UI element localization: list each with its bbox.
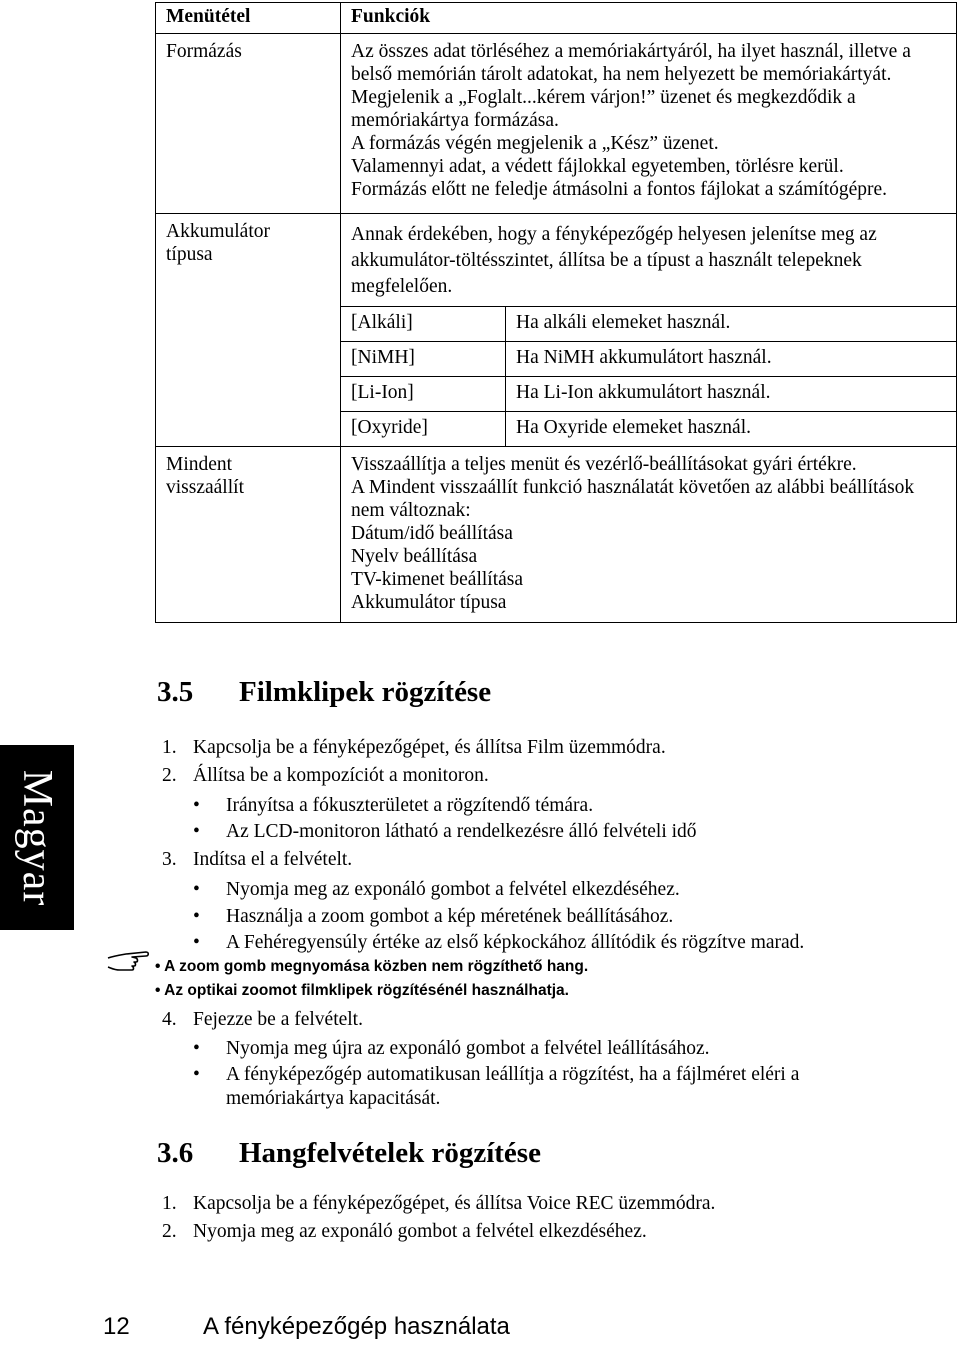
desc-line: Nyelv beállítása xyxy=(351,546,478,567)
header-menu-item: Menütétel xyxy=(156,3,341,34)
bullet-icon: • xyxy=(155,958,161,975)
hand-pointing-icon xyxy=(106,946,152,976)
step-2 xyxy=(162,1220,647,1244)
bullet-item xyxy=(193,1063,913,1111)
option-key: [Oxyride] xyxy=(341,412,506,447)
step-number: 1. xyxy=(162,737,177,758)
step-text: Kapcsolja be a fényképezőgépet, és állítsa Voice REC üzemmódra. xyxy=(193,1193,716,1214)
bullet-text: A Fehéregyensúly értéke az első képkockához állítódik és rögzítve marad. xyxy=(226,932,805,953)
desc-format xyxy=(341,34,957,214)
option-key: [Alkáli] xyxy=(341,307,506,342)
bullet-text: Használja a zoom gombot a kép méretének beállításához. xyxy=(226,906,674,927)
bullet-item xyxy=(193,794,593,818)
section-number: 3.5 xyxy=(157,676,194,708)
option-row xyxy=(341,342,956,377)
table-row-format xyxy=(156,34,957,214)
bullet-icon: • xyxy=(193,821,200,842)
desc-battery-type xyxy=(341,214,957,447)
language-tab-label: Magyar xyxy=(14,769,60,906)
bullet-text: Nyomja meg újra az exponáló gombot a felvétel leállításához. xyxy=(226,1038,710,1059)
section-title: Hangfelvételek rögzítése xyxy=(239,1137,541,1169)
step-text: Indítsa el a felvételt. xyxy=(193,849,353,870)
bullet-text: Irányítsa a fókuszterületet a rögzítendő témára. xyxy=(226,795,594,816)
desc-line: Az összes adat törléséhez a memóriakártyáról, ha ilyet használ, illetve a belső memórián tárolt adatokat, ha nem helyezett be memóriakártyát. xyxy=(351,41,911,85)
page-number: 12 xyxy=(103,1313,130,1340)
desc-line: Akkumulátor típusa xyxy=(351,592,507,613)
bullet-icon: • xyxy=(193,906,200,927)
option-key: [Li-Ion] xyxy=(341,377,506,412)
table-header-row xyxy=(156,3,957,34)
item-format: Formázás xyxy=(156,34,341,214)
item-line: visszaállít xyxy=(166,477,244,498)
option-desc: Ha NiMH akkumulátort használ. xyxy=(506,342,957,377)
option-row xyxy=(341,307,956,342)
section-heading-3-5 xyxy=(157,676,491,709)
table-row-reset xyxy=(156,447,957,623)
desc-line: Annak érdekében, hogy a fényképezőgép helyesen jelenítse meg az akkumulátor-töltésszintet, állítsa be a típust a használt telepeknek megfelelően. xyxy=(351,224,877,297)
step-text: Nyomja meg az exponáló gombot a felvétel elkezdéséhez. xyxy=(193,1221,647,1242)
step-3 xyxy=(162,848,352,872)
bullet-text: Az LCD-monitoron látható a rendelkezésre álló felvételi idő xyxy=(226,821,697,842)
section-number: 3.6 xyxy=(157,1137,194,1169)
step-text: Állítsa be a kompozíciót a monitoron. xyxy=(193,765,489,786)
desc-reset-all xyxy=(341,447,957,623)
item-reset-all xyxy=(156,447,341,623)
bullet-item xyxy=(193,1037,710,1061)
section-title: Filmklipek rögzítése xyxy=(239,676,492,708)
desc-line: Megjelenik a „Foglalt...kérem várjon!” üzenet és megkezdődik a memóriakártya formázása. xyxy=(351,87,856,131)
step-1 xyxy=(162,736,666,760)
item-line: típusa xyxy=(166,244,213,265)
bullet-item xyxy=(193,905,673,929)
table-row-battery xyxy=(156,214,957,447)
note-text: Az optikai zoomot filmklipek rögzítésénél használhatja. xyxy=(164,982,569,999)
step-number: 3. xyxy=(162,849,177,870)
bullet-icon: • xyxy=(155,982,161,999)
section-heading-3-6 xyxy=(157,1137,541,1170)
desc-line: Formázás előtt ne feledje átmásolni a fontos fájlokat a számítógépre. xyxy=(351,179,888,200)
item-battery-type xyxy=(156,214,341,447)
item-line: Akkumulátor xyxy=(166,221,270,242)
desc-line: A Mindent visszaállít funkció használatát követően az alábbi beállítások nem változnak: xyxy=(351,477,915,521)
battery-options xyxy=(341,306,956,446)
bullet-text: A fényképezőgép automatikusan leállítja a rögzítést, ha a fájlméret eléri a memóriakártya kapacitását. xyxy=(226,1064,800,1109)
step-2 xyxy=(162,764,489,788)
step-text: Kapcsolja be a fényképezőgépet, és állítsa Film üzemmódra. xyxy=(193,737,666,758)
note-item xyxy=(155,958,588,976)
option-desc: Ha Oxyride elemeket használ. xyxy=(506,412,957,447)
bullet-icon: • xyxy=(193,932,200,953)
desc-line: Dátum/idő beállítása xyxy=(351,523,513,544)
desc-line: Valamennyi adat, a védett fájlokkal egyetemben, törlésre kerül. xyxy=(351,156,844,177)
desc-line: Visszaállítja a teljes menüt és vezérlő-beállításokat gyári értékre. xyxy=(351,454,857,475)
bullet-text: Nyomja meg az exponáló gombot a felvétel elkezdéséhez. xyxy=(226,879,680,900)
note-item xyxy=(155,982,569,1000)
header-functions: Funkciók xyxy=(341,3,957,34)
bullet-icon: • xyxy=(193,1038,200,1059)
step-number: 4. xyxy=(162,1009,177,1030)
bullet-item xyxy=(193,820,697,844)
note-text: A zoom gomb megnyomása közben nem rögzíthető hang. xyxy=(164,958,589,975)
bullet-item xyxy=(193,878,680,902)
item-line: Mindent xyxy=(166,454,233,475)
bullet-icon: • xyxy=(193,879,200,900)
footer-title: A fényképezőgép használata xyxy=(203,1313,510,1340)
step-4 xyxy=(162,1008,363,1032)
option-desc: Ha Li-Ion akkumulátort használ. xyxy=(506,377,957,412)
bullet-item xyxy=(193,931,804,955)
menu-table xyxy=(155,2,957,623)
step-number: 2. xyxy=(162,1221,177,1242)
step-1 xyxy=(162,1192,715,1216)
option-row xyxy=(341,412,956,447)
step-number: 2. xyxy=(162,765,177,786)
option-row xyxy=(341,377,956,412)
desc-line: A formázás végén megjelenik a „Kész” üzenet. xyxy=(351,133,719,154)
desc-line: TV-kimenet beállítása xyxy=(351,569,524,590)
option-key: [NiMH] xyxy=(341,342,506,377)
bullet-icon: • xyxy=(193,1064,200,1085)
language-side-tab xyxy=(0,745,74,930)
step-text: Fejezze be a felvételt. xyxy=(193,1009,363,1030)
option-desc: Ha alkáli elemeket használ. xyxy=(506,307,957,342)
step-number: 1. xyxy=(162,1193,177,1214)
bullet-icon: • xyxy=(193,795,200,816)
